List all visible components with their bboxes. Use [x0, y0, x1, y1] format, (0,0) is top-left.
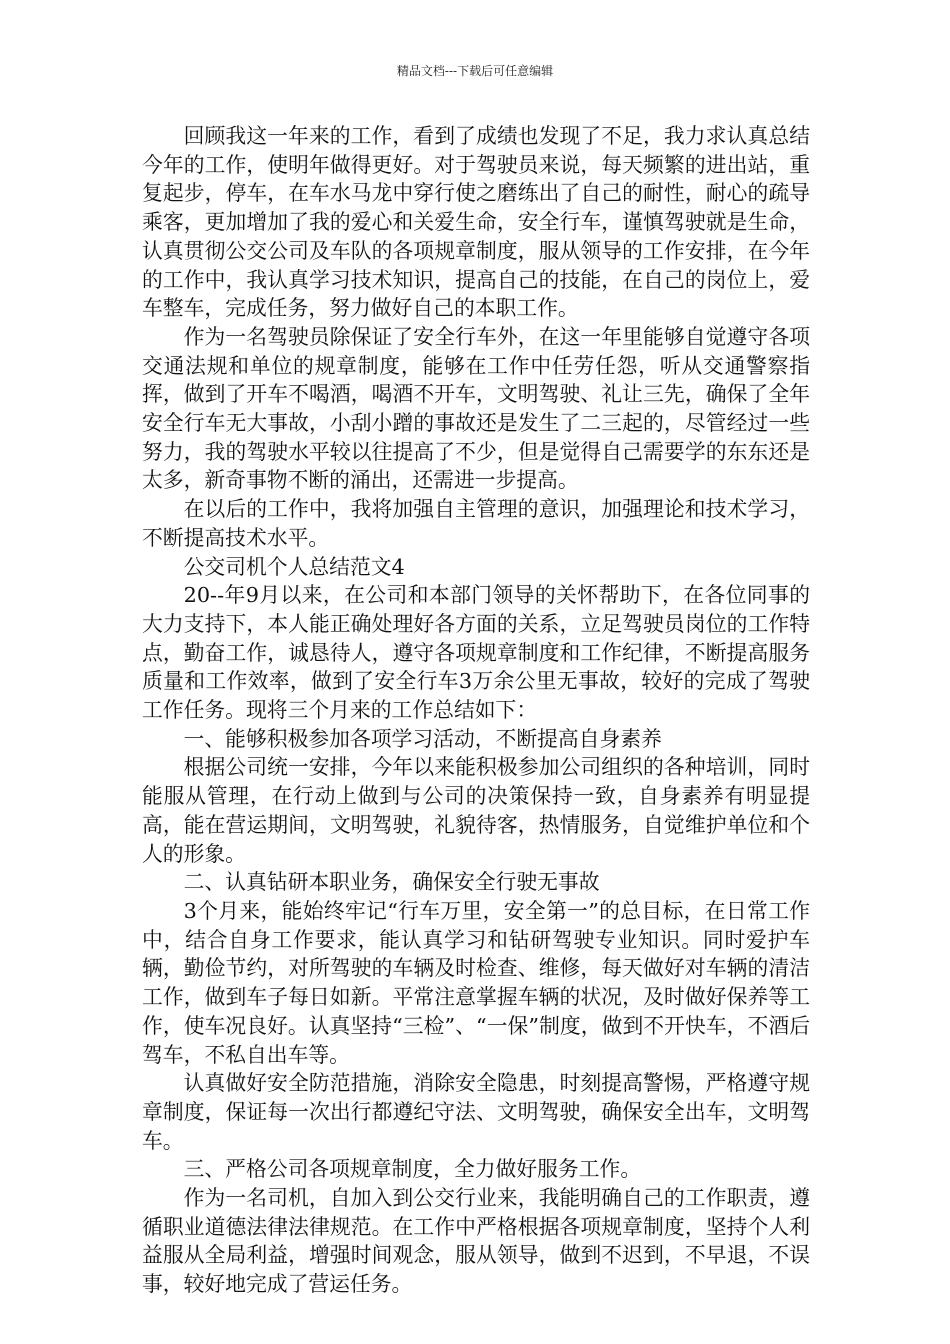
paragraph: 作为一名司机，自加入到公交行业来，我能明确自己的工作职责，遵循职业道德法律法律规范。在工作中严格根据各项规章制度，坚持个人利益服从全局利益，增强时间观念，服从领导，做到不迟到，不早退，不误事，较好地完成了营运任务。: [142, 1186, 810, 1297]
paragraph: 认真做好安全防范措施，消除安全隐患，时刻提高警惕，严格遵守规章制度，保证每一次出行都遵纪守法、文明驾驶，确保安全出车，文明驾车。: [142, 1071, 810, 1153]
section-heading: 三、严格公司各项规章制度，全力做好服务工作。: [183, 1157, 642, 1182]
paragraph: 作为一名驾驶员除保证了安全行车外，在这一年里能够自觉遵守各项交通法规和单位的规章制度，能够在工作中任劳任怨，听从交通警察指挥，做到了开车不喝酒，喝酒不开车，文明驾驶、礼让三先，确保了全年安全行车无大事故，小刮小蹭的事故还是发生了二三起的，尽管经过一些努力，我的驾驶水平较以往提高了不少，但是觉得自己需要学的东东还是太多，新奇事物不断的涌出，还需进一步提高。: [142, 324, 810, 493]
paragraph: 20--年9月以来，在公司和本部门领导的关怀帮助下，在各位同事的大力支持下，本人能正确处理好各方面的关系，立足驾驶员岗位的工作特点，勤奋工作，诚恳待人，遵守各项规章制度和工作纪律，不断提高服务质量和工作效率，做到了安全行车3万余公里无事故，较好的完成了驾驶工作任务。现将三个月来的工作总结如下：: [142, 583, 810, 723]
paragraph: 根据公司统一安排，今年以来能积极参加公司组织的各种培训，同时能服从管理，在行动上做到与公司的决策保持一致，自身素养有明显提高，能在营运期间，文明驾驶，礼貌待客，热情服务，自觉维护单位和个人的形象。: [142, 755, 810, 866]
section-heading: 一、能够积极参加各项学习活动，不断提高自身素养: [183, 726, 662, 751]
paragraph: 回顾我这一年来的工作，看到了成绩也发现了不足，我力求认真总结今年的工作，使明年做得更好。对于驾驶员来说，每天频繁的进出站，重复起步，停车，在车水马龙中穿行使之磨练出了自己的耐性，耐心的疏导乘客，更加增加了我的爱心和关爱生命，安全行车，谨慎驾驶就是生命，认真贯彻公交公司及车队的各项规章制度，服从领导的工作安排，在今年的工作中，我认真学习技术知识，提高自己的技能，在自己的岗位上，爱车整车，完成任务，努力做好自己的本职工作。: [142, 124, 810, 321]
section-heading: 二、认真钻研本职业务，确保安全行驶无事故: [183, 870, 600, 895]
document-body: [142, 122, 810, 1299]
section-heading: 公交司机个人总结范文4: [183, 554, 405, 579]
paragraph: 在以后的工作中，我将加强自主管理的意识，加强理论和技术学习，不断提高技术水平。: [142, 497, 810, 550]
page-header: 精品文档---下载后可任意编辑: [396, 64, 554, 78]
paragraph: 3个月来，能始终牢记“行车万里，安全第一”的总目标，在日常工作中，结合自身工作要求，能认真学习和钻研驾驶专业知识。同时爱护车辆，勤俭节约，对所驾驶的车辆及时检查、维修，每天做好对车辆的清洁工作，做到车子每日如新。平常注意掌握车辆的状况，及时做好保养等工作，使车况良好。认真坚持“三检”、“一保”制度，做到不开快车，不酒后驾车，不私自出车等。: [142, 898, 810, 1067]
